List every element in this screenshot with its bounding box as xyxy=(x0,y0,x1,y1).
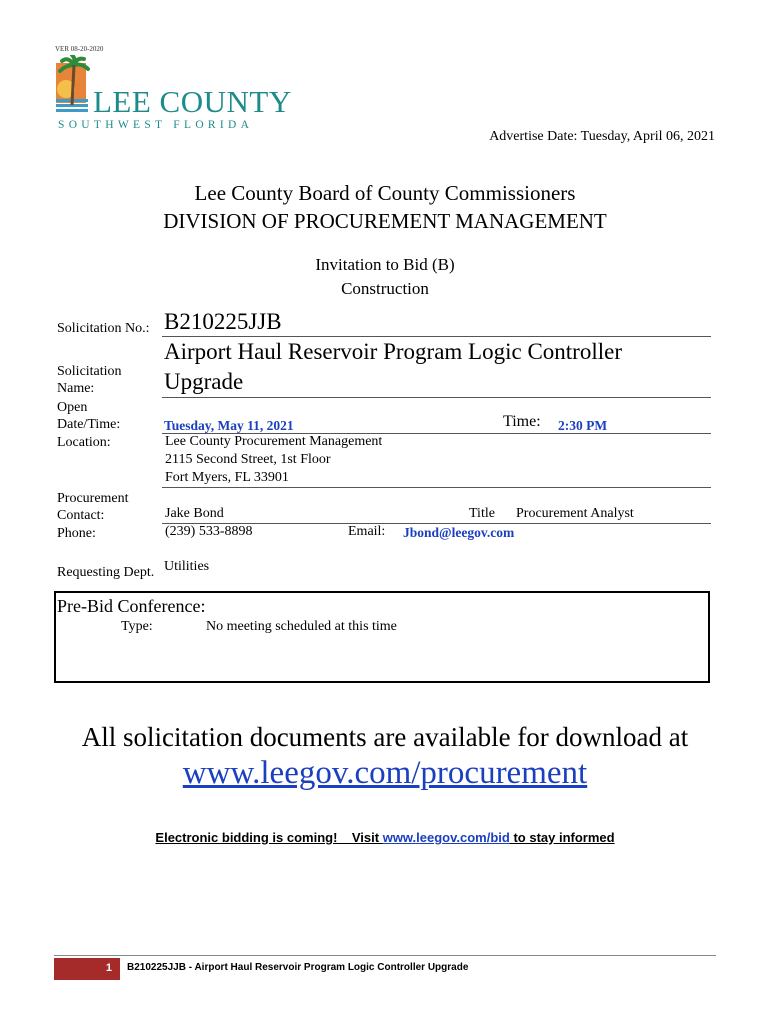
ebid-prefix: Electronic bidding is coming! Visit xyxy=(155,830,383,845)
division-title: DIVISION OF PROCUREMENT MANAGEMENT xyxy=(163,209,607,233)
open-label-2: Date/Time: xyxy=(57,417,121,432)
phone-label: Phone: xyxy=(57,526,96,541)
phone-value: (239) 533-8898 xyxy=(165,524,253,539)
solicitation-name-label-2: Name: xyxy=(57,381,95,396)
ebid-suffix: to stay informed xyxy=(509,830,615,845)
download-text: All solicitation documents are available for download at xyxy=(81,722,689,752)
email-link[interactable]: Jbond@leegov.com xyxy=(403,525,515,540)
prebid-type-label: Type: xyxy=(121,619,153,634)
time-label: Time: xyxy=(503,413,541,430)
solicitation-number-label: Solicitation No.: xyxy=(57,321,150,336)
requesting-dept: Utilities xyxy=(164,559,210,574)
prebid-title: Pre-Bid Conference: xyxy=(57,596,206,616)
contact-label-2: Contact: xyxy=(57,508,105,523)
location-line1: Lee County Procurement Management xyxy=(165,434,383,449)
contact-title: Procurement Analyst xyxy=(516,506,634,521)
board-title: Lee County Board of County Commissioners xyxy=(194,181,576,205)
solicitation-name-line2: Upgrade xyxy=(164,369,244,394)
solicitation-name-line1: Airport Haul Reservoir Program Logic Controller xyxy=(164,339,622,364)
location-line3: Fort Myers, FL 33901 xyxy=(165,470,289,485)
open-date: Tuesday, May 11, 2021 xyxy=(164,418,294,433)
location-label: Location: xyxy=(57,435,111,450)
logo-wordmark: LEE COUNTY xyxy=(93,84,292,119)
location-line2: 2115 Second Street, 1st Floor xyxy=(165,452,331,467)
open-label-1: Open xyxy=(57,400,88,415)
open-time: 2:30 PM xyxy=(558,418,608,433)
ebid-link[interactable]: www.leegov.com/bid xyxy=(382,830,510,845)
divider xyxy=(162,397,711,398)
prebid-type-value: No meeting scheduled at this time xyxy=(206,619,397,634)
page-number-box xyxy=(54,958,120,980)
ebid-notice xyxy=(0,830,770,845)
requesting-dept-label: Requesting Dept. xyxy=(57,565,155,580)
logo-tagline: SOUTHWEST FLORIDA xyxy=(58,119,254,131)
contact-label-1: Procurement xyxy=(57,491,129,506)
divider xyxy=(162,487,711,488)
solicitation-number: B210225JJB xyxy=(164,309,282,334)
footer-divider xyxy=(54,955,716,956)
title-label: Title xyxy=(469,506,495,521)
footer-text: B210225JJB - Airport Haul Reservoir Program Logic Controller Upgrade xyxy=(127,962,469,973)
divider xyxy=(162,336,711,337)
email-label: Email: xyxy=(348,524,386,539)
page-number: 1 xyxy=(105,962,112,974)
bid-category: Construction xyxy=(341,279,429,298)
advertise-date: Advertise Date: Tuesday, April 06, 2021 xyxy=(489,129,715,144)
version-label: VER 08-20-2020 xyxy=(55,45,104,53)
solicitation-name-label-1: Solicitation xyxy=(57,364,122,379)
contact-name: Jake Bond xyxy=(165,506,224,521)
bid-type: Invitation to Bid (B) xyxy=(315,255,455,274)
procurement-link[interactable]: www.leegov.com/procurement xyxy=(182,755,588,791)
